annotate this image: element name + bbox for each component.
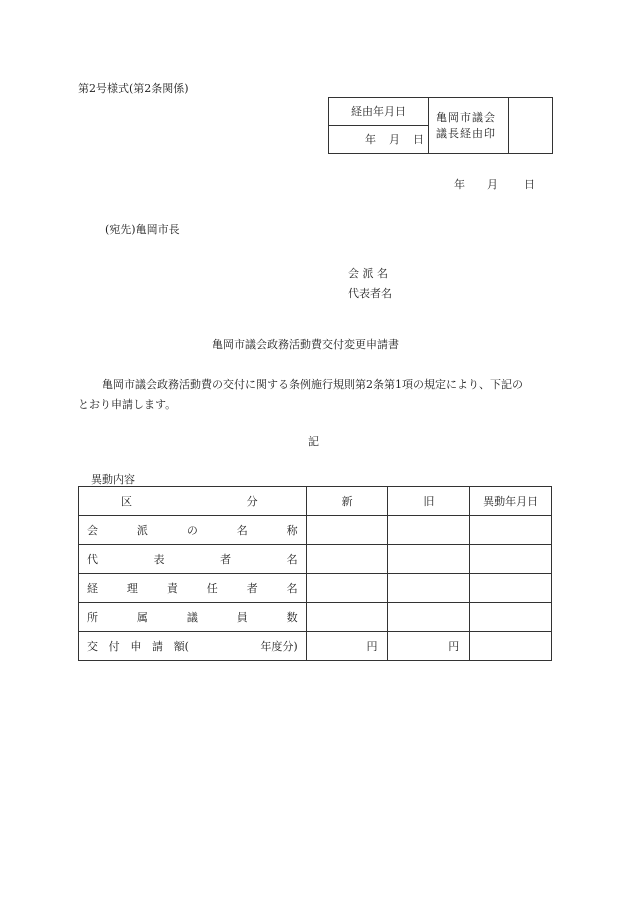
routing-stamp-label	[429, 98, 509, 153]
label-char: 交	[87, 640, 98, 653]
new-amount-cell[interactable]: 円	[306, 632, 388, 661]
label-char: 任	[206, 582, 218, 595]
change-date-cell[interactable]	[470, 545, 552, 574]
ki-heading: 記	[308, 435, 319, 448]
label-char: 名	[286, 582, 298, 595]
label-char: 請	[152, 640, 164, 653]
header-category-char: 分	[246, 495, 258, 508]
old-value-cell[interactable]	[388, 516, 470, 545]
label-char: 理	[126, 582, 138, 595]
table-row	[79, 516, 552, 545]
old-amount-cell[interactable]: 円	[388, 632, 470, 661]
label-char: 申	[130, 640, 142, 653]
label-char: 額(	[173, 640, 189, 653]
change-date-cell[interactable]	[470, 632, 552, 661]
routing-month: 月	[389, 133, 400, 146]
change-date-cell[interactable]	[470, 574, 552, 603]
routing-box	[328, 97, 553, 154]
date-month: 月	[487, 178, 498, 191]
table-row	[79, 574, 552, 603]
date-day: 日	[524, 178, 535, 191]
row-label	[79, 516, 307, 545]
new-value-cell[interactable]	[306, 603, 388, 632]
label-char: 責	[166, 582, 178, 595]
stamp-label-line1: 亀岡市議会	[436, 111, 496, 124]
label-char: の	[186, 524, 198, 537]
label-char: 者	[246, 582, 258, 595]
label-char: 名	[286, 553, 298, 566]
table-row	[79, 603, 552, 632]
row-label	[79, 545, 307, 574]
routing-date-cell	[329, 98, 429, 153]
stamp-label-line2: 議長経由印	[436, 127, 496, 140]
faction-name-label: 会 派 名	[348, 267, 388, 280]
routing-stamp-field[interactable]	[509, 98, 552, 153]
new-value-cell[interactable]	[306, 516, 388, 545]
row-label	[79, 603, 307, 632]
header-old: 旧	[388, 487, 470, 516]
label-char: 付	[108, 640, 120, 653]
change-date-cell[interactable]	[470, 516, 552, 545]
header-new: 新	[306, 487, 388, 516]
date-year: 年	[454, 178, 465, 191]
label-char: 会	[87, 524, 98, 537]
routing-date-value	[329, 126, 428, 153]
label-char: 代	[87, 553, 98, 566]
routing-day: 日	[413, 133, 424, 146]
body-line-1: 亀岡市議会政務活動費の交付に関する条例施行規則第2条第1項の規定により、下記の	[102, 378, 523, 391]
change-date-cell[interactable]	[470, 603, 552, 632]
row-label	[79, 574, 307, 603]
label-char: 表	[153, 553, 165, 566]
table-row	[79, 632, 552, 661]
label-char: 経	[87, 582, 98, 595]
new-value-cell[interactable]	[306, 574, 388, 603]
routing-date-header: 経由年月日	[329, 98, 428, 126]
representative-label: 代表者名	[348, 287, 392, 300]
label-char: 数	[286, 611, 298, 624]
label-char: 者	[220, 553, 232, 566]
label-char: 派	[136, 524, 148, 537]
label-char: 員	[236, 611, 248, 624]
label-char: 所	[87, 611, 98, 624]
old-value-cell[interactable]	[388, 574, 470, 603]
header-date: 異動年月日	[470, 487, 552, 516]
new-value-cell[interactable]	[306, 545, 388, 574]
old-value-cell[interactable]	[388, 545, 470, 574]
fiscal-year-label: 年度分)	[260, 640, 298, 653]
routing-year: 年	[365, 133, 376, 146]
body-line-2: とおり申請します。	[78, 398, 177, 411]
fiscal-year-spacer[interactable]	[200, 638, 250, 654]
section-label: 異動内容	[91, 473, 135, 486]
document-title: 亀岡市議会政務活動費交付変更申請書	[212, 338, 399, 351]
old-value-cell[interactable]	[388, 603, 470, 632]
label-char: 称	[286, 524, 298, 537]
label-char: 属	[136, 611, 148, 624]
table-header-row	[79, 487, 552, 516]
label-char: 名	[236, 524, 248, 537]
form-number: 第2号様式(第2条関係)	[78, 82, 189, 95]
addressee: (宛先)亀岡市長	[105, 223, 180, 236]
table-row	[79, 545, 552, 574]
label-char: 議	[186, 611, 198, 624]
header-category-char: 区	[121, 495, 132, 508]
header-category	[79, 487, 307, 516]
change-table	[78, 486, 552, 661]
row-label	[79, 632, 307, 661]
